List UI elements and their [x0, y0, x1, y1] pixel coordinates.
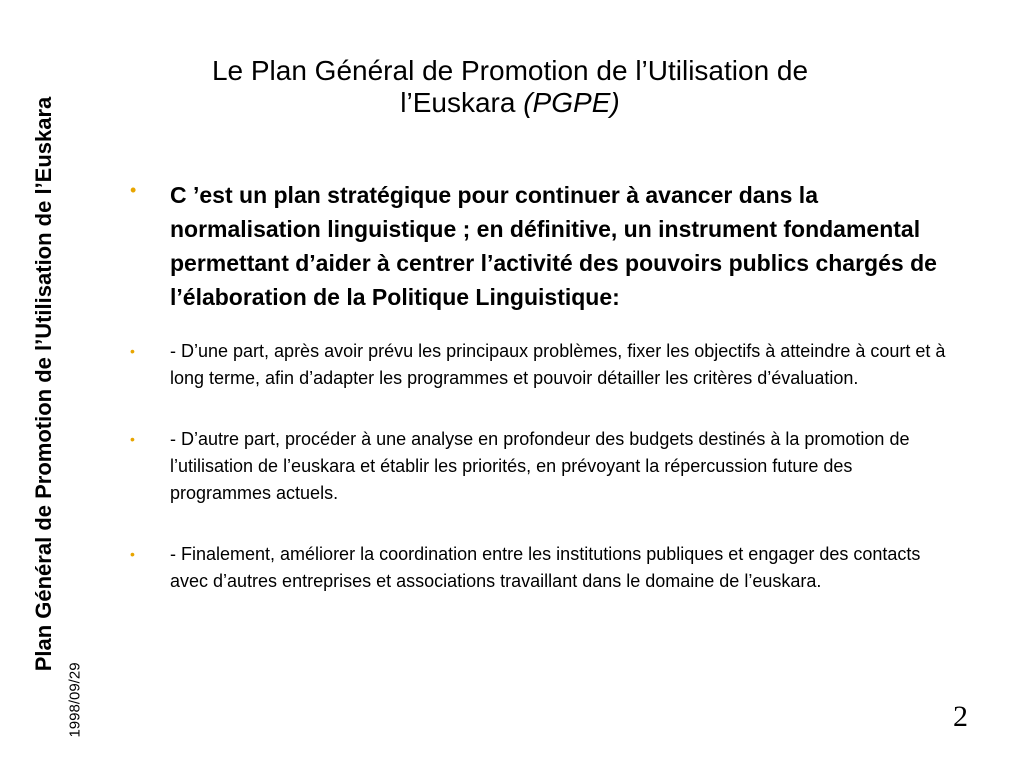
slide-title-acronym: (PGPE) — [523, 87, 620, 118]
bullet-text-main: C ’est un plan stratégique pour continuer à avancer dans la normalisation linguistique ; en définitive, un instrument fondamental permettant d’aider à centrer l’activité des pouvoirs publics chargés de l’élaboration de la Politique Linguistique: — [170, 182, 937, 310]
bullet-item — [128, 541, 958, 595]
bullet-text: - D’autre part, procéder à une analyse en profondeur des budgets destinés à la promotion de l’utilisation de l’euskara et établir les priorités, en prévoyant la répercussion future des programmes actuels. — [170, 429, 910, 503]
sidebar-title: Plan Général de Promotion de l’Utilisation de l’Euskara — [31, 96, 56, 672]
bullet-item — [128, 426, 958, 507]
slide-title-line2 — [120, 87, 900, 119]
bullet-text: - Finalement, améliorer la coordination entre les institutions publiques et engager des contacts avec d’autres entreprises et associations travaillant dans le domaine de l’euskara. — [170, 544, 921, 591]
slide-title-line1: Le Plan Général de Promotion de l’Utilisation de — [211, 55, 809, 86]
bullet-text: - D’une part, après avoir prévu les principaux problèmes, fixer les objectifs à atteindre à court et à long terme, afin d’adapter les programmes et pouvoir détailler les critères d’évaluation. — [170, 341, 946, 388]
page-number: 2 — [953, 700, 968, 733]
bullet-dot: • — [130, 546, 135, 562]
bullet-item — [128, 178, 958, 314]
slide-title — [120, 55, 900, 119]
bullet-dot: • — [130, 180, 137, 200]
bullet-item — [128, 338, 958, 392]
bullet-dot: • — [130, 343, 135, 359]
sidebar-date: 1998/09/29 — [66, 662, 84, 738]
slide-content — [128, 178, 958, 595]
bullet-dot: • — [130, 431, 135, 447]
slide-title-line2-plain: l’Euskara — [400, 87, 524, 118]
